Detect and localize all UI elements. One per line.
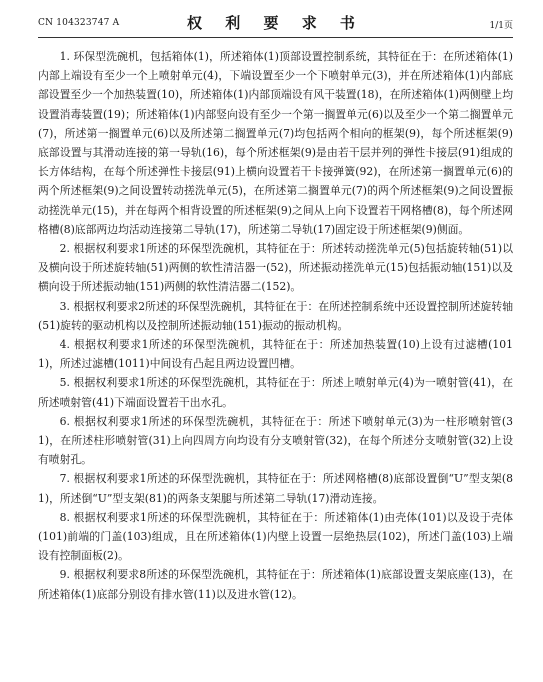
claim-7: 7. 根据权利要求1所述的环保型洗碗机，其特征在于：所述网格槽(8)底部设置倒“U”型支架(81)，所述倒“U”型支架(81)的两条支架腿与所述第二导轨(17)滑动连接。 bbox=[38, 472, 513, 505]
page-header bbox=[38, 12, 513, 36]
publication-number: CN 104323747 A bbox=[38, 18, 120, 28]
claim-4: 4. 根据权利要求1所述的环保型洗碗机，其特征在于：所述加热装置(10)上设有过滤槽(1011)，所述过滤槽(1011)中间设有凸起且两边设置凹槽。 bbox=[38, 338, 513, 371]
claims-body bbox=[38, 47, 513, 604]
claim-1: 1. 环保型洗碗机，包括箱体(1)，所述箱体(1)顶部设置控制系统，其特征在于：在所述箱体(1)内部上端设有至少一个上喷射单元(4)，下端设置至少一个下喷射单元(3)，并在所述箱体(1)内部底部设置至少一个加热装置(10)，所述箱体(1)内部顶端设有风干装置(18)，在所述箱体(1)两侧壁上均设置消毒装置(19)；所述箱体(1)内部竖向设有至少一个第一搁置单元(6)以及至少一个第二搁置单元(7)，所述第一搁置单元(6)以及所述第二搁置单元(7)均包括两个相向的框架(9)，每个所述框架(9)底部设置与其滑动连接的第一导轨(16)，每个所述框架(9)是由若干层并列的弹性卡接层(91)组成的长方体结构，在每个所述弹性卡接层(91)上横向设置若干卡接弹簧(92)，在所述第一搁置单元(6)的两个所述框架(9)之间设置转动搓洗单元(5)，在所述第二搁置单元(7)的两个所述框架(9)之间设置振动搓洗单元(15)，并在每两个相背设置的所述框架(9)之间从上向下设置若干网格槽(8)，每个所述网格槽(8)底部两边均活动连接第二导轨(17)，所述第二导轨(17)固定设于所述框架(9)侧面。 bbox=[38, 50, 513, 236]
document-title: 权 利 要 求 书 bbox=[187, 14, 364, 32]
claim-2: 2. 根据权利要求1所述的环保型洗碗机，其特征在于：所述转动搓洗单元(5)包括旋转轴(51)以及横向设于所述旋转轴(51)两侧的软性清洁器一(52)，所述振动搓洗单元(15)包括振动轴(151)以及横向设于所述振动轴(151)两侧的软性清洁器二(152)。 bbox=[38, 242, 513, 294]
page-number: 1/1页 bbox=[489, 21, 513, 31]
claim-6: 6. 根据权利要求1所述的环保型洗碗机，其特征在于：所述下喷射单元(3)为一柱形喷射管(31)，在所述柱形喷射管(31)上向四周方向均设有分支喷射管(32)，在每个所述分支喷射管(32)上设有喷射孔。 bbox=[38, 414, 513, 467]
claim-3: 3. 根据权利要求2所述的环保型洗碗机，其特征在于：在所述控制系统中还设置控制所述旋转轴(51)旋转的驱动机构以及控制所述振动轴(151)振动的振动机构。 bbox=[38, 299, 513, 332]
claim-8: 8. 根据权利要求1所述的环保型洗碗机，其特征在于：所述箱体(1)由壳体(101)以及设于壳体(101)前端的门盖(103)组成，且在所述箱体(1)内壁上设置一层绝热层(102)，所述门盖(103)上端设有控制面板(2)。 bbox=[38, 510, 513, 563]
claim-9: 9. 根据权利要求8所述的环保型洗碗机，其特征在于：所述箱体(1)底部设置支架底座(13)，在所述箱体(1)底部分别设有排水管(11)以及进水管(12)。 bbox=[38, 568, 513, 601]
claim-5: 5. 根据权利要求1所述的环保型洗碗机，其特征在于：所述上喷射单元(4)为一喷射管(41)，在所述喷射管(41)下端面设置若干出水孔。 bbox=[38, 376, 513, 409]
header-divider bbox=[38, 37, 513, 38]
